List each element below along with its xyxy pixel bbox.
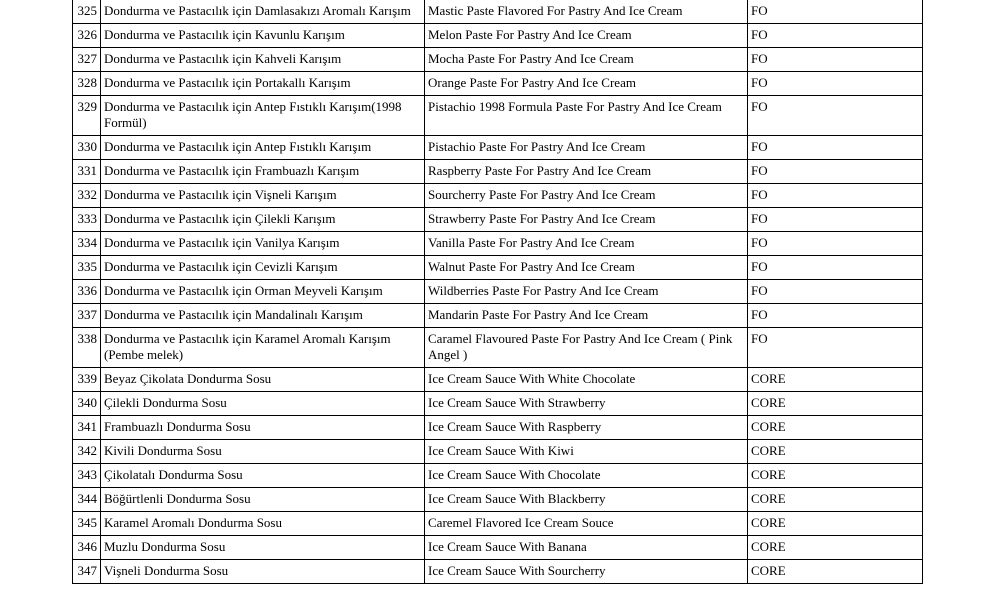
english-name-cell: Strawberry Paste For Pastry And Ice Cream (425, 208, 748, 232)
turkish-name-cell: Dondurma ve Pastacılık için Kavunlu Karışım (101, 24, 425, 48)
row-number: 344 (73, 488, 101, 512)
row-number: 334 (73, 232, 101, 256)
turkish-name-cell: Dondurma ve Pastacılık için Portakallı Karışım (101, 72, 425, 96)
row-number: 326 (73, 24, 101, 48)
table-row (73, 304, 923, 328)
category-code-cell: FO (748, 328, 923, 368)
row-number: 328 (73, 72, 101, 96)
row-number: 329 (73, 96, 101, 136)
turkish-name-cell: Dondurma ve Pastacılık için Antep Fıstıklı Karışım(1998 Formül) (101, 96, 425, 136)
category-code-cell: CORE (748, 368, 923, 392)
english-name-cell: Mocha Paste For Pastry And Ice Cream (425, 48, 748, 72)
english-name-cell: Ice Cream Sauce With Raspberry (425, 416, 748, 440)
turkish-name-cell: Kivili Dondurma Sosu (101, 440, 425, 464)
turkish-name-cell: Dondurma ve Pastacılık için Çilekli Karışım (101, 208, 425, 232)
table-row (73, 416, 923, 440)
table-row (73, 96, 923, 136)
row-number: 342 (73, 440, 101, 464)
table-row (73, 72, 923, 96)
turkish-name-cell: Karamel Aromalı Dondurma Sosu (101, 512, 425, 536)
table-row (73, 256, 923, 280)
table-row (73, 160, 923, 184)
english-name-cell: Pistachio 1998 Formula Paste For Pastry And Ice Cream (425, 96, 748, 136)
category-code-cell: FO (748, 0, 923, 24)
turkish-name-cell: Dondurma ve Pastacılık için Frambuazlı Karışım (101, 160, 425, 184)
english-name-cell: Caramel Flavoured Paste For Pastry And Ice Cream ( Pink Angel ) (425, 328, 748, 368)
category-code-cell: FO (748, 304, 923, 328)
turkish-name-cell: Dondurma ve Pastacılık için Mandalinalı Karışım (101, 304, 425, 328)
english-name-cell: Melon Paste For Pastry And Ice Cream (425, 24, 748, 48)
table-row (73, 464, 923, 488)
english-name-cell: Ice Cream Sauce With Chocolate (425, 464, 748, 488)
english-name-cell: Pistachio Paste For Pastry And Ice Cream (425, 136, 748, 160)
category-code-cell: CORE (748, 416, 923, 440)
table-row (73, 48, 923, 72)
turkish-name-cell: Böğürtlenli Dondurma Sosu (101, 488, 425, 512)
table-body (73, 0, 923, 584)
row-number: 332 (73, 184, 101, 208)
row-number: 339 (73, 368, 101, 392)
row-number: 335 (73, 256, 101, 280)
turkish-name-cell: Çikolatalı Dondurma Sosu (101, 464, 425, 488)
table-row (73, 392, 923, 416)
table-row (73, 560, 923, 584)
table-row (73, 328, 923, 368)
row-number: 345 (73, 512, 101, 536)
table-row (73, 24, 923, 48)
category-code-cell: CORE (748, 560, 923, 584)
table-row (73, 136, 923, 160)
english-name-cell: Vanilla Paste For Pastry And Ice Cream (425, 232, 748, 256)
english-name-cell: Caremel Flavored Ice Cream Souce (425, 512, 748, 536)
category-code-cell: FO (748, 72, 923, 96)
category-code-cell: FO (748, 280, 923, 304)
row-number: 331 (73, 160, 101, 184)
english-name-cell: Ice Cream Sauce With Kiwi (425, 440, 748, 464)
turkish-name-cell: Muzlu Dondurma Sosu (101, 536, 425, 560)
english-name-cell: Ice Cream Sauce With Blackberry (425, 488, 748, 512)
turkish-name-cell: Dondurma ve Pastacılık için Vanilya Karışım (101, 232, 425, 256)
row-number: 337 (73, 304, 101, 328)
turkish-name-cell: Çilekli Dondurma Sosu (101, 392, 425, 416)
table-row (73, 536, 923, 560)
row-number: 341 (73, 416, 101, 440)
english-name-cell: Ice Cream Sauce With Sourcherry (425, 560, 748, 584)
turkish-name-cell: Dondurma ve Pastacılık için Antep Fıstıklı Karışım (101, 136, 425, 160)
row-number: 333 (73, 208, 101, 232)
english-name-cell: Orange Paste For Pastry And Ice Cream (425, 72, 748, 96)
row-number: 336 (73, 280, 101, 304)
category-code-cell: FO (748, 184, 923, 208)
row-number: 340 (73, 392, 101, 416)
category-code-cell: FO (748, 136, 923, 160)
category-code-cell: CORE (748, 464, 923, 488)
row-number: 347 (73, 560, 101, 584)
table-row (73, 0, 923, 24)
turkish-name-cell: Vişneli Dondurma Sosu (101, 560, 425, 584)
english-name-cell: Ice Cream Sauce With Strawberry (425, 392, 748, 416)
turkish-name-cell: Dondurma ve Pastacılık için Kahveli Karışım (101, 48, 425, 72)
turkish-name-cell: Dondurma ve Pastacılık için Orman Meyveli Karışım (101, 280, 425, 304)
table-row (73, 280, 923, 304)
category-code-cell: FO (748, 160, 923, 184)
table-row (73, 488, 923, 512)
turkish-name-cell: Beyaz Çikolata Dondurma Sosu (101, 368, 425, 392)
table-row (73, 512, 923, 536)
table-row (73, 184, 923, 208)
turkish-name-cell: Dondurma ve Pastacılık için Karamel Aromalı Karışım (Pembe melek) (101, 328, 425, 368)
category-code-cell: FO (748, 48, 923, 72)
turkish-name-cell: Dondurma ve Pastacılık için Damlasakızı Aromalı Karışım (101, 0, 425, 24)
product-table (72, 0, 923, 584)
english-name-cell: Ice Cream Sauce With White Chocolate (425, 368, 748, 392)
turkish-name-cell: Dondurma ve Pastacılık için Cevizli Karışım (101, 256, 425, 280)
category-code-cell: FO (748, 24, 923, 48)
english-name-cell: Ice Cream Sauce With Banana (425, 536, 748, 560)
table-row (73, 440, 923, 464)
english-name-cell: Raspberry Paste For Pastry And Ice Cream (425, 160, 748, 184)
category-code-cell: CORE (748, 392, 923, 416)
row-number: 346 (73, 536, 101, 560)
category-code-cell: FO (748, 96, 923, 136)
category-code-cell: CORE (748, 488, 923, 512)
turkish-name-cell: Frambuazlı Dondurma Sosu (101, 416, 425, 440)
table-row (73, 368, 923, 392)
row-number: 343 (73, 464, 101, 488)
english-name-cell: Mastic Paste Flavored For Pastry And Ice Cream (425, 0, 748, 24)
category-code-cell: CORE (748, 440, 923, 464)
row-number: 330 (73, 136, 101, 160)
category-code-cell: CORE (748, 536, 923, 560)
category-code-cell: FO (748, 232, 923, 256)
row-number: 327 (73, 48, 101, 72)
turkish-name-cell: Dondurma ve Pastacılık için Vişneli Karışım (101, 184, 425, 208)
english-name-cell: Wildberries Paste For Pastry And Ice Cream (425, 280, 748, 304)
english-name-cell: Sourcherry Paste For Pastry And Ice Cream (425, 184, 748, 208)
row-number: 338 (73, 328, 101, 368)
category-code-cell: FO (748, 208, 923, 232)
table-row (73, 208, 923, 232)
row-number: 325 (73, 0, 101, 24)
english-name-cell: Walnut Paste For Pastry And Ice Cream (425, 256, 748, 280)
english-name-cell: Mandarin Paste For Pastry And Ice Cream (425, 304, 748, 328)
category-code-cell: FO (748, 256, 923, 280)
category-code-cell: CORE (748, 512, 923, 536)
table-row (73, 232, 923, 256)
